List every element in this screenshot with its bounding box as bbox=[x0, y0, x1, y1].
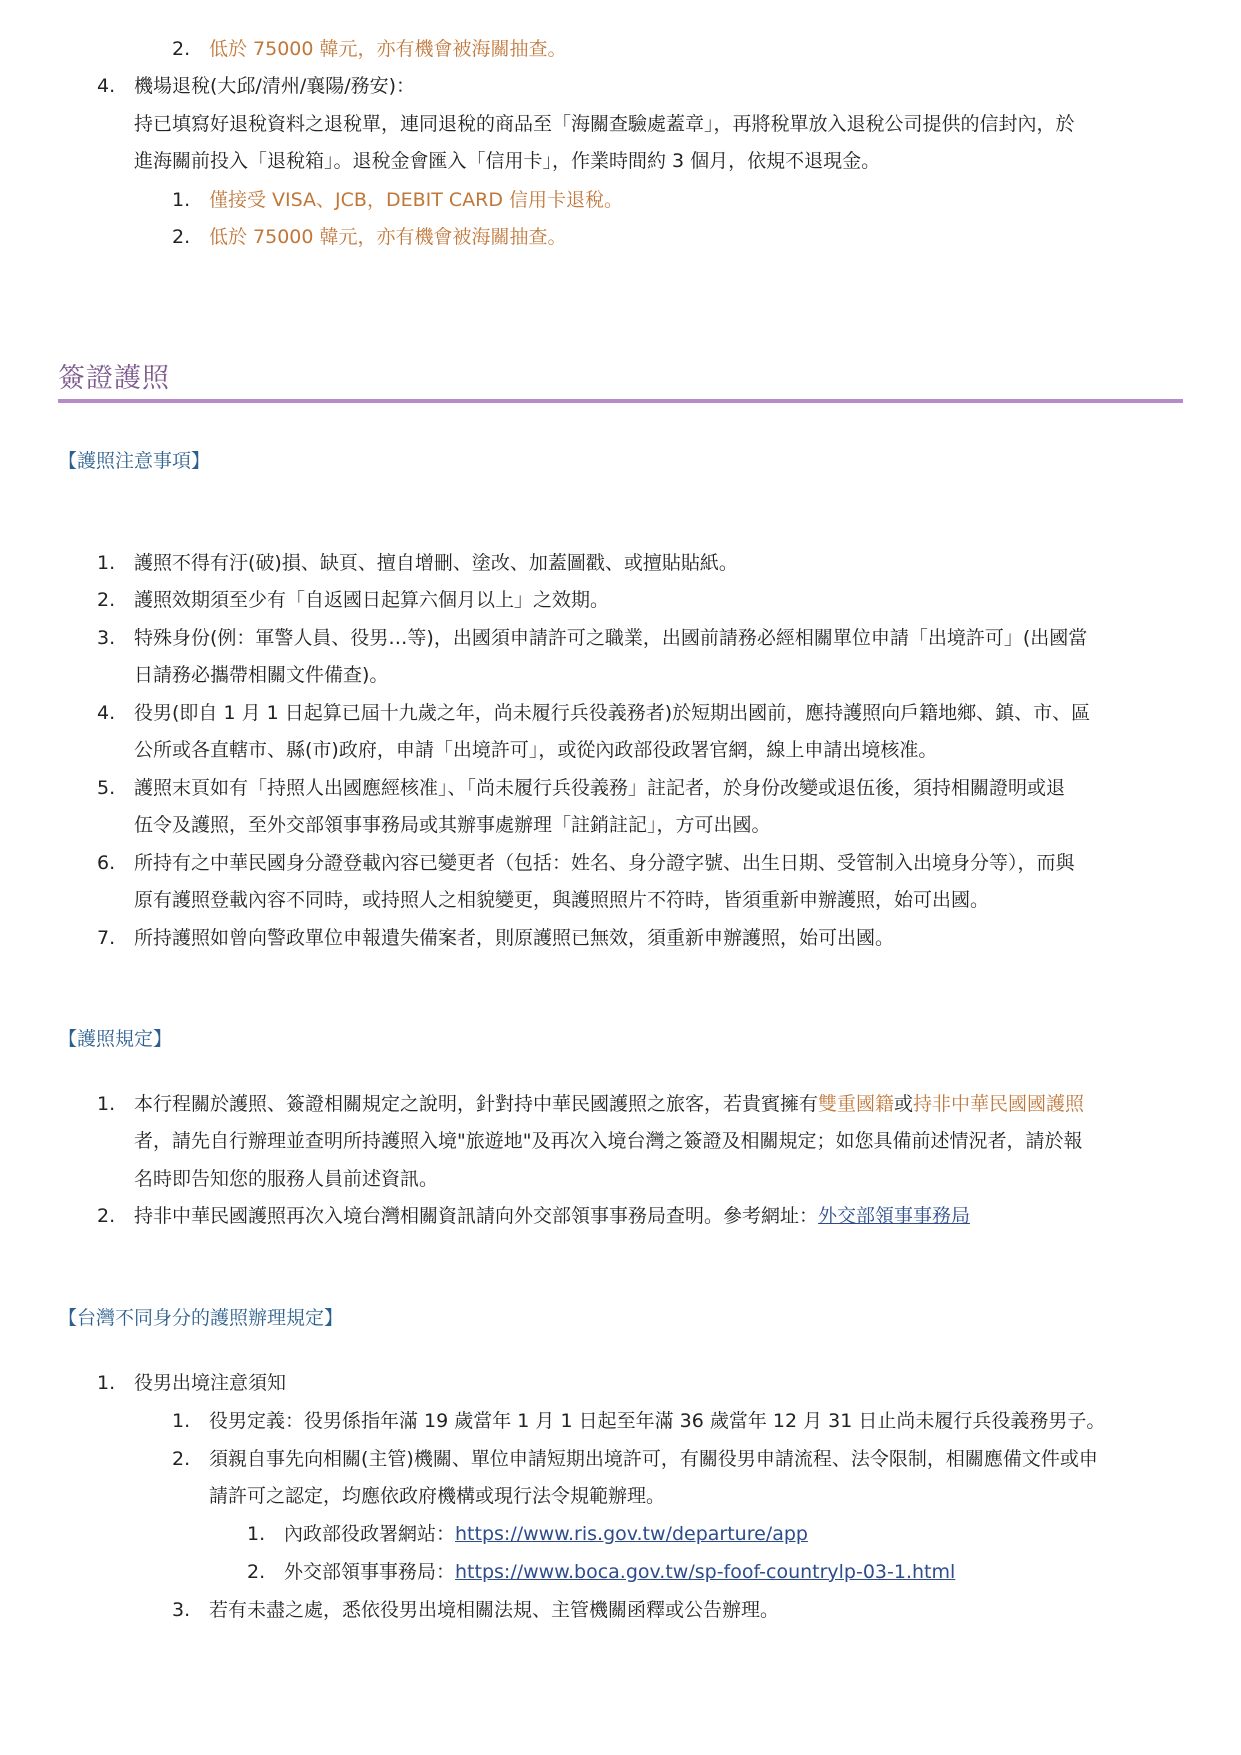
list-number: 2. bbox=[247, 1561, 266, 1583]
list-number: 7. bbox=[97, 927, 116, 949]
list-text: 者，請先自行辦理並查明所持護照入境"旅遊地"及再次入境台灣之簽證及相關規定；如您具備前述情況者，請於報 bbox=[134, 1130, 1083, 1152]
subsection-heading: 【護照規定】 bbox=[58, 1028, 173, 1050]
list-number: 2. bbox=[97, 589, 116, 611]
list-text: 護照末頁如有「持照人出國應經核准」、「尚未履行兵役義務」註記者，於身份改變或退伍後，須持相關證明或退 bbox=[134, 777, 1066, 799]
list-text bbox=[134, 1091, 1084, 1117]
list-number: 4. bbox=[97, 702, 116, 724]
list-number: 1. bbox=[97, 1093, 116, 1115]
section-title: 簽證護照 bbox=[58, 363, 170, 394]
list-text: 特殊身份(例：軍警人員、役男…等)，出國須申請許可之職業，出國前請務必經相關單位申請「出境許可」(出國當 bbox=[134, 627, 1088, 649]
highlight-foreign-passport: 持非中華民國國護照 bbox=[913, 1093, 1085, 1115]
section-divider bbox=[58, 399, 1183, 403]
list-text: 護照效期須至少有「自返國日起算六個月以上」之效期。 bbox=[134, 589, 610, 611]
list-text bbox=[284, 1559, 955, 1585]
list-text: 役男出境注意須知 bbox=[134, 1372, 287, 1394]
subsection-heading: 【護照注意事項】 bbox=[58, 450, 211, 472]
list-number: 1. bbox=[247, 1523, 266, 1545]
list-number: 2. bbox=[172, 1448, 191, 1470]
list-number: 3. bbox=[97, 627, 116, 649]
text-run: 本行程關於護照、簽證相關規定之說明，針對持中華民國護照之旅客，若貴賓擁有 bbox=[134, 1093, 819, 1115]
text-run: 或 bbox=[894, 1093, 914, 1115]
list-number: 1. bbox=[97, 552, 116, 574]
list-number: 2. bbox=[172, 226, 191, 248]
list-text: 機場退稅(大邱/清州/襄陽/務安)： bbox=[134, 75, 416, 97]
ris-link[interactable]: https://www.ris.gov.tw/departure/app bbox=[455, 1523, 808, 1545]
link-label: 內政部役政署網站： bbox=[284, 1523, 456, 1545]
list-text: 役男(即自 1 月 1 日起算已屆十九歲之年，尚未履行兵役義務者)於短期出國前，應持護照向戶籍地鄉、鎮、市、區 bbox=[134, 702, 1091, 724]
list-text: 護照不得有汙(破)損、缺頁、擅自增刪、塗改、加蓋圖戳、或擅貼貼紙。 bbox=[134, 552, 738, 574]
list-text: 低於 75000 韓元，亦有機會被海關抽查。 bbox=[209, 38, 567, 60]
list-text: 伍令及護照，至外交部領事事務局或其辦事處辦理「註銷註記」，方可出國。 bbox=[134, 814, 771, 836]
list-text: 日請務必攜帶相關文件備查)。 bbox=[134, 664, 389, 686]
list-text: 原有護照登載內容不同時，或持照人之相貌變更，與護照照片不符時，皆須重新申辦護照，始可出國。 bbox=[134, 889, 990, 911]
list-text: 低於 75000 韓元，亦有機會被海關抽查。 bbox=[209, 226, 567, 248]
paragraph-text: 進海關前投入「退稅箱」。退稅金會匯入「信用卡」，作業時間約 3 個月，依規不退現金。 bbox=[134, 150, 881, 172]
paragraph-text: 持已填寫好退稅資料之退稅單，連同退稅的商品至「海關查驗處蓋章」，再將稅單放入退稅公司提供的信封內，於 bbox=[134, 113, 1075, 135]
subsection-heading: 【台灣不同身分的護照辦理規定】 bbox=[58, 1307, 344, 1329]
list-number: 6. bbox=[97, 852, 116, 874]
list-text: 名時即告知您的服務人員前述資訊。 bbox=[134, 1168, 439, 1190]
list-text: 若有未盡之處，悉依役男出境相關法規、主管機關函釋或公告辦理。 bbox=[209, 1599, 780, 1621]
boca-url-link[interactable]: https://www.boca.gov.tw/sp-foof-countrylp-03-1.html bbox=[455, 1561, 956, 1583]
list-text: 僅接受 VISA、JCB，DEBIT CARD 信用卡退稅。 bbox=[209, 189, 624, 211]
list-number: 5. bbox=[97, 777, 116, 799]
list-number: 1. bbox=[172, 189, 191, 211]
list-text: 役男定義：役男係指年滿 19 歲當年 1 月 1 日起至年滿 36 歲當年 12 月 31 日止尚未履行兵役義務男子。 bbox=[209, 1410, 1106, 1432]
link-label: 外交部領事事務局： bbox=[284, 1561, 456, 1583]
list-text: 所持護照如曾向警政單位申報遺失備案者，則原護照已無效，須重新申辦護照，始可出國。 bbox=[134, 927, 895, 949]
list-number: 1. bbox=[172, 1410, 191, 1432]
list-text: 須親自事先向相關(主管)機關、單位申請短期出境許可，有關役男申請流程、法令限制，相關應備文件或申 bbox=[209, 1448, 1098, 1470]
list-number: 2. bbox=[97, 1205, 116, 1227]
list-text: 公所或各直轄市、縣(市)政府，申請「出境許可」，或從內政部役政署官網，線上申請出境核准。 bbox=[134, 739, 938, 761]
text-run: 持非中華民國護照再次入境台灣相關資訊請向外交部領事事務局查明。參考網址： bbox=[134, 1205, 819, 1227]
list-text bbox=[284, 1521, 808, 1547]
list-text: 請許可之認定，均應依政府機構或現行法令規範辦理。 bbox=[209, 1485, 666, 1507]
list-text bbox=[134, 1203, 970, 1229]
list-number: 3. bbox=[172, 1599, 191, 1621]
list-text: 所持有之中華民國身分證登載內容已變更者（包括：姓名、身分證字號、出生日期、受管制入出境身分等），而與 bbox=[134, 852, 1075, 874]
list-number: 1. bbox=[97, 1372, 116, 1394]
boca-link[interactable]: 外交部領事事務局 bbox=[818, 1205, 971, 1227]
list-number: 2. bbox=[172, 38, 191, 60]
list-number: 4. bbox=[97, 75, 116, 97]
highlight-dual-nationality: 雙重國籍 bbox=[818, 1093, 895, 1115]
